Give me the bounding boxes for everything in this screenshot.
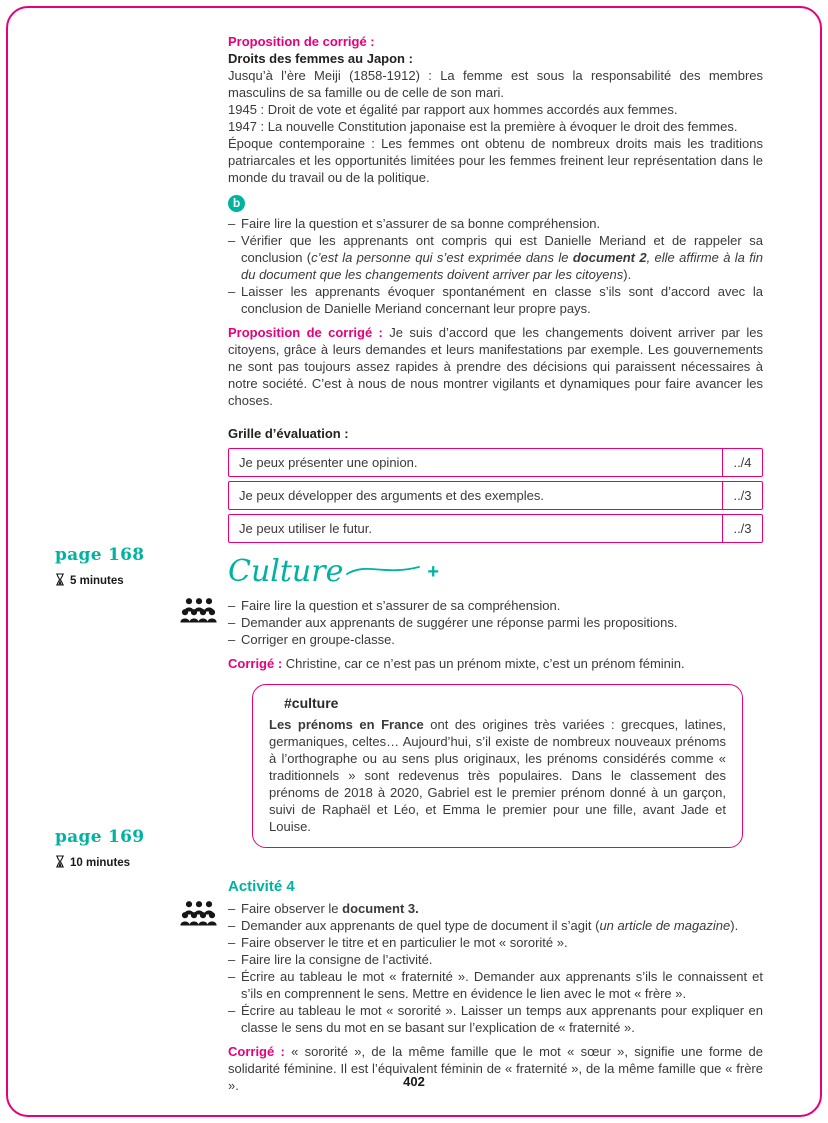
evaluation-row [228,448,763,477]
answer-subheading: Droits des femmes au Japon : [228,51,413,66]
evaluation-criterion: Je peux développer des arguments et des exemples. [239,488,544,503]
culture-info-box [252,684,743,848]
hourglass-icon [55,573,65,589]
culture-box-title: #culture [284,695,339,711]
instruction-item: – Faire observer le document 3. [228,900,763,917]
culture-plus-heading [228,556,763,588]
instruction-item: – Laisser les apprenants évoquer spontanément en classe s’ils sont d’accord avec la conclusion de Danielle Meriand concernant leur propre pays. [228,283,763,317]
instruction-list-b [228,215,763,317]
item-b-row [228,186,763,215]
duration-row [55,573,215,589]
culture-plus-sign: + [427,560,440,583]
instruction-list-culture [228,597,763,648]
instruction-item: – Écrire au tableau le mot « fraternité ». Demander aux apprenants s’ils le connaissent et s’ils en comprennent le sens. Mettre en évidence le lien avec le mot « frère ». [228,968,763,1002]
evaluation-row [228,514,763,543]
evaluation-score: ../3 [722,482,762,509]
margin-note-page-168 [55,545,215,589]
corrige-paragraph: Corrigé : Christine, car ce n’est pas un prénom mixte, c’est un prénom féminin. [228,656,685,671]
evaluation-heading: Grille d’évaluation : [228,426,349,441]
page-ref-label: page 169 [55,827,145,847]
group-work-icon [180,598,217,629]
evaluation-row [228,481,763,510]
instruction-item: – Corriger en groupe-classe. [228,631,763,648]
corrige-paragraph: Corrigé : « sororité », de la même famille que le mot « sœur », signifie une forme de solidarité féminine. Il est l’équivalent féminin de « fraternité », de la même famille que « frère ». [228,1044,763,1093]
instruction-list-activity-4 [228,900,763,1036]
instruction-item: – Faire lire la consigne de l’activité. [228,951,763,968]
culture-title: Culture [228,554,344,589]
instruction-item: – Demander aux apprenants de suggérer une réponse parmi les propositions. [228,614,763,631]
hourglass-icon [55,855,65,871]
answer-paragraph: Époque contemporaine : Les femmes ont obtenu de nombreux droits mais les traditions patriarcales et les opportunités limitées pour les femmes freinent leur représentation dans le monde du travail ou de la politique. [228,136,763,185]
activity-4-instructions [228,900,763,1036]
answer-paragraph: 1945 : Droit de vote et égalité par rapport aux hommes accordés aux femmes. [228,102,678,117]
evaluation-score: ../4 [722,449,762,476]
instruction-item: – Écrire au tableau le mot « sororité ». Laisser un temps aux apprenants pour expliquer en classe le sens du mot en se basant sur l’explication de « fraternité ». [228,1002,763,1036]
duration-label: 10 minutes [70,857,131,869]
activity-4-heading: Activité 4 [228,878,295,895]
evaluation-table [228,448,763,543]
proposition-paragraph: Proposition de corrigé : Je suis d’accord que les changements doivent arriver par les citoyens, grâce à leurs demandes et leurs manifestations par exemple. Les gouvernements ne sont pas toujours assez rapides à prendre des décisions qui paraissent nécessaires à notre société. C’est à nous de nous montrer vigilants et dynamiques pour faire avancer les choses. [228,325,763,408]
evaluation-score: ../3 [722,515,762,542]
item-b-badge: b [228,195,245,212]
duration-row [55,855,215,871]
proposition-heading: Proposition de corrigé : [228,34,375,49]
duration-label: 5 minutes [70,575,124,587]
evaluation-criterion: Je peux présenter une opinion. [239,455,418,470]
answer-paragraph: 1947 : La nouvelle Constitution japonaise est la première à évoquer le droit des femmes. [228,119,738,134]
main-content [228,0,763,1094]
group-work-icon [180,901,217,932]
instruction-item: – Faire lire la question et s’assurer de sa compréhension. [228,597,763,614]
instruction-item: – Faire observer le titre et en particulier le mot « sororité ». [228,934,763,951]
margin-note-page-169 [55,827,215,871]
culture-flourish-icon [345,562,423,582]
page-number: 402 [403,1074,425,1089]
instruction-item: – Faire lire la question et s’assurer de sa bonne compréhension. [228,215,763,232]
answer-paragraph: Jusqu’à l’ère Meiji (1858-1912) : La femme est sous la responsabilité des membres masculins de sa famille ou de celle de son mari. [228,68,763,100]
instruction-item: – Vérifier que les apprenants ont compris qui est Danielle Meriand et de rappeler sa conclusion (c’est la personne qui s’est exprimée dans le document 2, elle affirme à la fin du document que les changements doivent arriver par les citoyens). [228,232,763,283]
instruction-item: – Demander aux apprenants de quel type de document il s’agit (un article de magazine). [228,917,763,934]
culture-instructions [228,597,763,648]
page-ref-label: page 168 [55,545,145,565]
evaluation-criterion: Je peux utiliser le futur. [239,521,372,536]
culture-box-body: Les prénoms en France ont des origines très variées : grecques, latines, germaniques, celtes… Aujourd’hui, s’il existe de nombreux nouveaux prénoms à l’orthographe ou au sens plus originaux, les prénoms considérés comme « traditionnels » sont redevenus très populaires. Dans le classement des prénoms de 2018 à 2020, Gabriel est le premier prénom donné à un garçon, suivi de Raphaël et Léo, et Emma le premier pour une fille, avant Jade et Louise. [269,717,726,834]
